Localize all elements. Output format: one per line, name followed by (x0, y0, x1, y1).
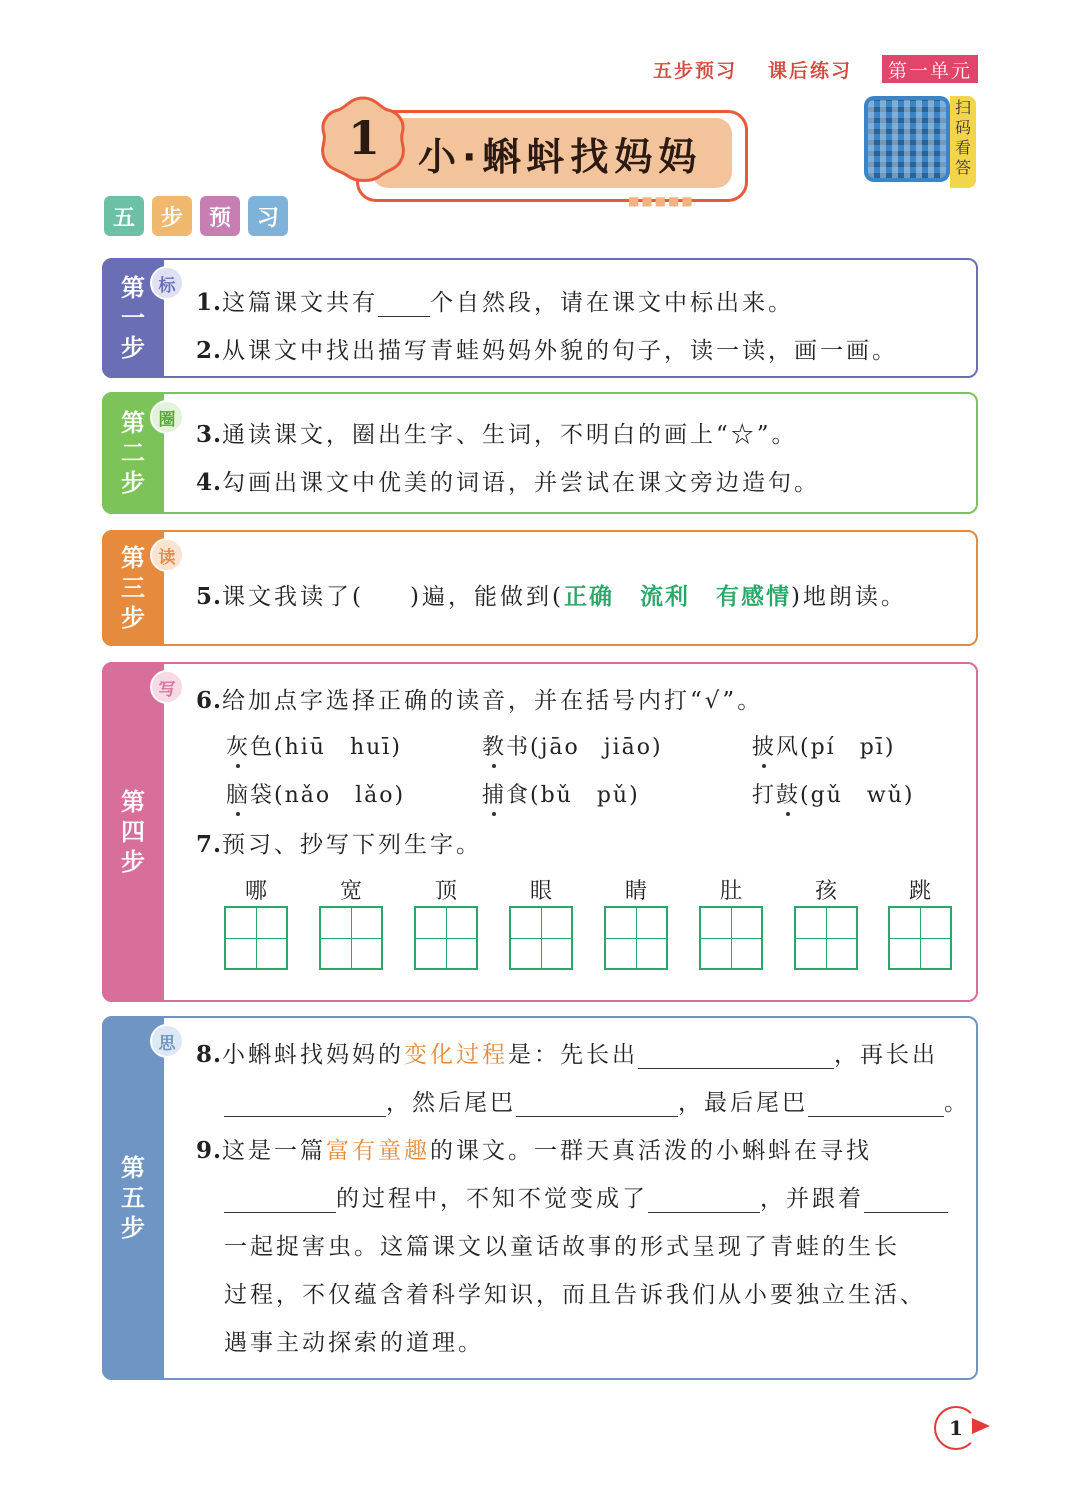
title-decoration-dots: ■■■■■ (628, 194, 695, 208)
qr-label: 扫码看答 (950, 96, 976, 188)
banner-tile-1: 五 (104, 196, 144, 236)
page-arrow-icon (972, 1418, 990, 1434)
badge-think-icon: 思 (150, 1024, 184, 1058)
option-correct[interactable]: 正确 (563, 584, 614, 610)
writing-grid-6[interactable] (699, 906, 763, 970)
pinyin-item-6[interactable]: 打鼓(gǔ wǔ) (752, 783, 915, 808)
header-after-class: 课后练习 (768, 60, 853, 82)
writing-grid-4[interactable] (509, 906, 573, 970)
banner-tile-3: 预 (200, 196, 240, 236)
answer-blank-9b[interactable] (648, 1188, 760, 1213)
page-number: 1 (934, 1406, 978, 1450)
tab-step-1: 第一步 (102, 258, 164, 378)
copy-char-2: 宽 (339, 879, 362, 904)
answer-blank-1[interactable] (378, 292, 430, 317)
copy-char-8: 跳 (908, 879, 931, 904)
answer-blank-8b[interactable] (224, 1092, 386, 1117)
badge-write-icon: 写 (150, 670, 184, 704)
answer-blank-8d[interactable] (808, 1092, 944, 1117)
tab-step-5: 第五步 (102, 1016, 164, 1380)
banner-tile-4: 习 (248, 196, 288, 236)
answer-blank-9a[interactable] (224, 1188, 336, 1213)
copy-char-6: 肚 (719, 879, 742, 904)
tab-step-4: 第四步 (102, 662, 164, 1002)
question-5: 5.课文我读了( )遍，能做到(正确 流利 有感情)地朗读。 (196, 583, 907, 610)
answer-blank-9c[interactable] (864, 1188, 948, 1213)
badge-mark-icon: 标 (150, 266, 184, 300)
pinyin-item-3[interactable]: 披风(pí pī) (752, 735, 896, 760)
question-9-line-5: 遇事主动探索的道理。 (224, 1330, 484, 1356)
question-7: 7.预习、抄写下列生字。 (196, 831, 483, 858)
question-9-line-4: 过程，不仅蕴含着科学知识，而且告诉我们从小要独立生活、 (224, 1282, 926, 1308)
qr-code-pattern (868, 100, 946, 178)
pinyin-item-1[interactable]: 灰色(hiū huī) (226, 735, 402, 760)
copy-char-3: 顶 (434, 879, 457, 904)
writing-grid-2[interactable] (319, 906, 383, 970)
badge-read-icon: 读 (150, 538, 184, 572)
pinyin-item-2[interactable]: 教书(jāo jiāo) (482, 735, 663, 760)
question-1: 1.这篇课文共有 个自然段，请在课文中标出来。 (196, 289, 795, 316)
copy-char-4: 眼 (529, 879, 552, 904)
question-9-line-2: 的过程中，不知不觉变成了 ，并跟着 (224, 1180, 948, 1213)
banner-tile-2: 步 (152, 196, 192, 236)
badge-circle-icon: 圈 (150, 400, 184, 434)
writing-grid-3[interactable] (414, 906, 478, 970)
question-9-line-3: 一起捉害虫。这篇课文以童话故事的形式呈现了青蛙的生长 (224, 1234, 900, 1260)
question-8-line-2: ，然后尾巴 ，最后尾巴 。 (224, 1084, 970, 1117)
header-five-step: 五步预习 (653, 60, 738, 82)
writing-grid-5[interactable] (604, 906, 668, 970)
pinyin-item-5[interactable]: 捕食(bǔ pǔ) (482, 783, 640, 808)
copy-char-1: 哪 (244, 879, 267, 904)
option-emotional[interactable]: 有感情 (715, 584, 791, 610)
tab-step-3: 第三步 (102, 530, 164, 646)
tab-step-2: 第二步 (102, 392, 164, 514)
page-title: 小·蝌蚪找妈妈 (418, 135, 703, 179)
option-fluent[interactable]: 流利 (639, 584, 690, 610)
question-3: 3.通读课文，圈出生字、生词，不明白的画上“☆”。 (196, 421, 798, 448)
copy-char-7: 孩 (814, 879, 837, 904)
pinyin-item-4[interactable]: 脑袋(nǎo lǎo) (226, 783, 406, 808)
answer-blank-8a[interactable] (638, 1044, 834, 1069)
question-2: 2.从课文中找出描写青蛙妈妈外貌的句子，读一读，画一画。 (196, 337, 899, 364)
header-unit-badge: 第一单元 (882, 55, 978, 83)
question-8-line-1: 8.小蝌蚪找妈妈的变化过程是：先长出 ，再长出 (196, 1041, 939, 1068)
writing-grid-7[interactable] (794, 906, 858, 970)
copy-char-5: 睛 (624, 879, 647, 904)
writing-grid-1[interactable] (224, 906, 288, 970)
writing-grid-8[interactable] (888, 906, 952, 970)
question-6: 6.给加点字选择正确的读音，并在括号内打“√”。 (196, 687, 764, 714)
answer-blank-8c[interactable] (516, 1092, 678, 1117)
question-4: 4.勾画出课文中优美的词语，并尝试在课文旁边造句。 (196, 469, 821, 496)
question-9-line-1: 9.这是一篇富有童趣的课文。一群天真活泼的小蝌蚪在寻找 (196, 1137, 873, 1164)
lesson-number: 1 (347, 111, 380, 165)
